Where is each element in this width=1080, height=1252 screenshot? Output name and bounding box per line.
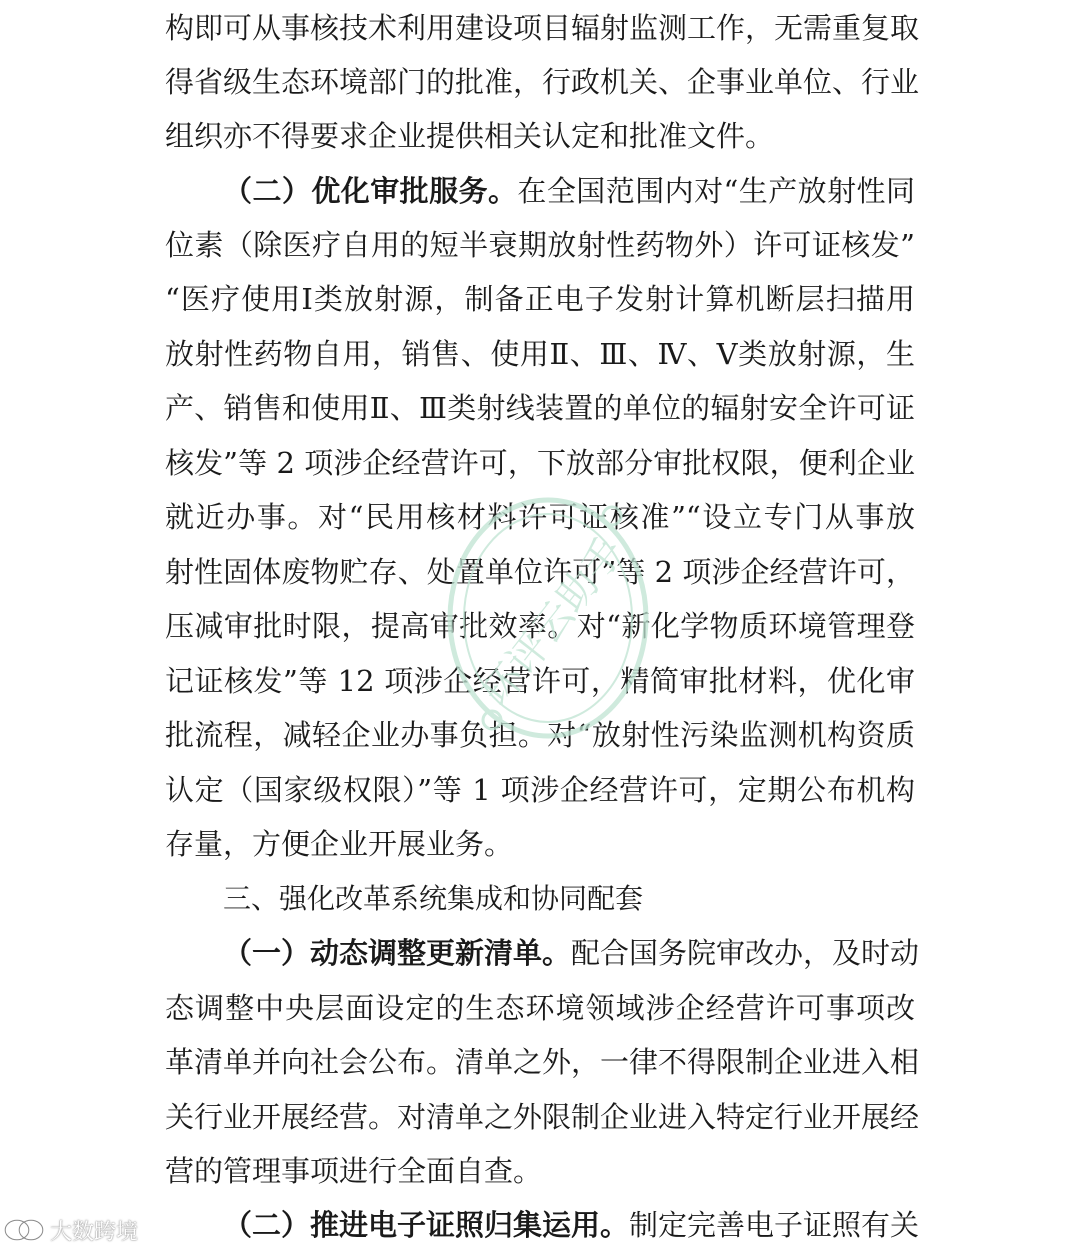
subsection-line: （二）推进电子证照归集运用。制定完善电子证照有关 (223, 1208, 920, 1242)
text-line: 批流程，减轻企业办事负担。对“放射性污染监测机构资质 (165, 718, 915, 752)
subsection-heading: （二）推进电子证照归集运用。 (223, 1208, 630, 1242)
text-line: 态调整中央层面设定的生态环境领域涉企经营许可事项改 (165, 991, 915, 1025)
text-line: 革清单并向社会公布。清单之外，一律不得限制企业进入相 (165, 1045, 920, 1079)
text-line: 核发”等 2 项涉企经营许可，下放部分审批权限，便利企业 (165, 446, 915, 480)
stamp-text: 环评云助手 (473, 529, 634, 716)
text-line: 得省级生态环境部门的批准，行政机关、企事业单位、行业 (165, 65, 920, 99)
text-line: 产、销售和使用Ⅱ、Ⅲ类射线装置的单位的辐射安全许可证 (165, 391, 915, 425)
subsection-line: （二）优化审批服务。在全国范围内对“生产放射性同 (223, 174, 915, 208)
subsection-heading: （二）优化审批服务。 (223, 174, 518, 208)
subsection-line: （一）动态调整更新清单。配合国务院审改办，及时动 (223, 936, 920, 970)
text-line: “医疗使用Ⅰ类放射源，制备正电子发射计算机断层扫描用 (165, 282, 915, 316)
logo-text: 大数跨境 (50, 1219, 139, 1245)
text-line: 认定（国家级权限）”等 1 项涉企经营许可，定期公布机构 (165, 773, 915, 807)
text-line: 压减审批时限，提高审批效率。对“新化学物质环境管理登 (165, 609, 915, 643)
text-line: 位素（除医疗自用的短半衰期放射性药物外）许可证核发” (165, 228, 915, 262)
text-line: 构即可从事核技术利用建设项目辐射监测工作，无需重复取 (165, 11, 920, 45)
text-line: 组织亦不得要求企业提供相关认定和批准文件。 (165, 119, 775, 153)
text-line: 营的管理事项进行全面自查。 (165, 1154, 543, 1188)
text-line: 就近办事。对“民用核材料许可证核准”“设立专门从事放 (165, 500, 915, 534)
text-line: 放射性药物自用，销售、使用Ⅱ、Ⅲ、Ⅳ、Ⅴ类放射源，生 (165, 337, 915, 371)
section-heading: 三、强化改革系统集成和协同配套 (223, 882, 644, 915)
link-chain-icon (4, 1217, 44, 1243)
text-line: 存量，方便企业开展业务。 (165, 827, 514, 861)
text-line: 射性固体废物贮存、处置单位许可”等 2 项涉企经营许可， (165, 555, 915, 589)
subsection-heading: （一）动态调整更新清单。 (223, 936, 572, 970)
text-line: 记证核发”等 12 项涉企经营许可，精简审批材料，优化审 (165, 664, 915, 698)
logo-watermark (4, 1213, 138, 1247)
text-line: 关行业开展经营。对清单之外限制企业进入特定行业开展经 (165, 1100, 920, 1134)
